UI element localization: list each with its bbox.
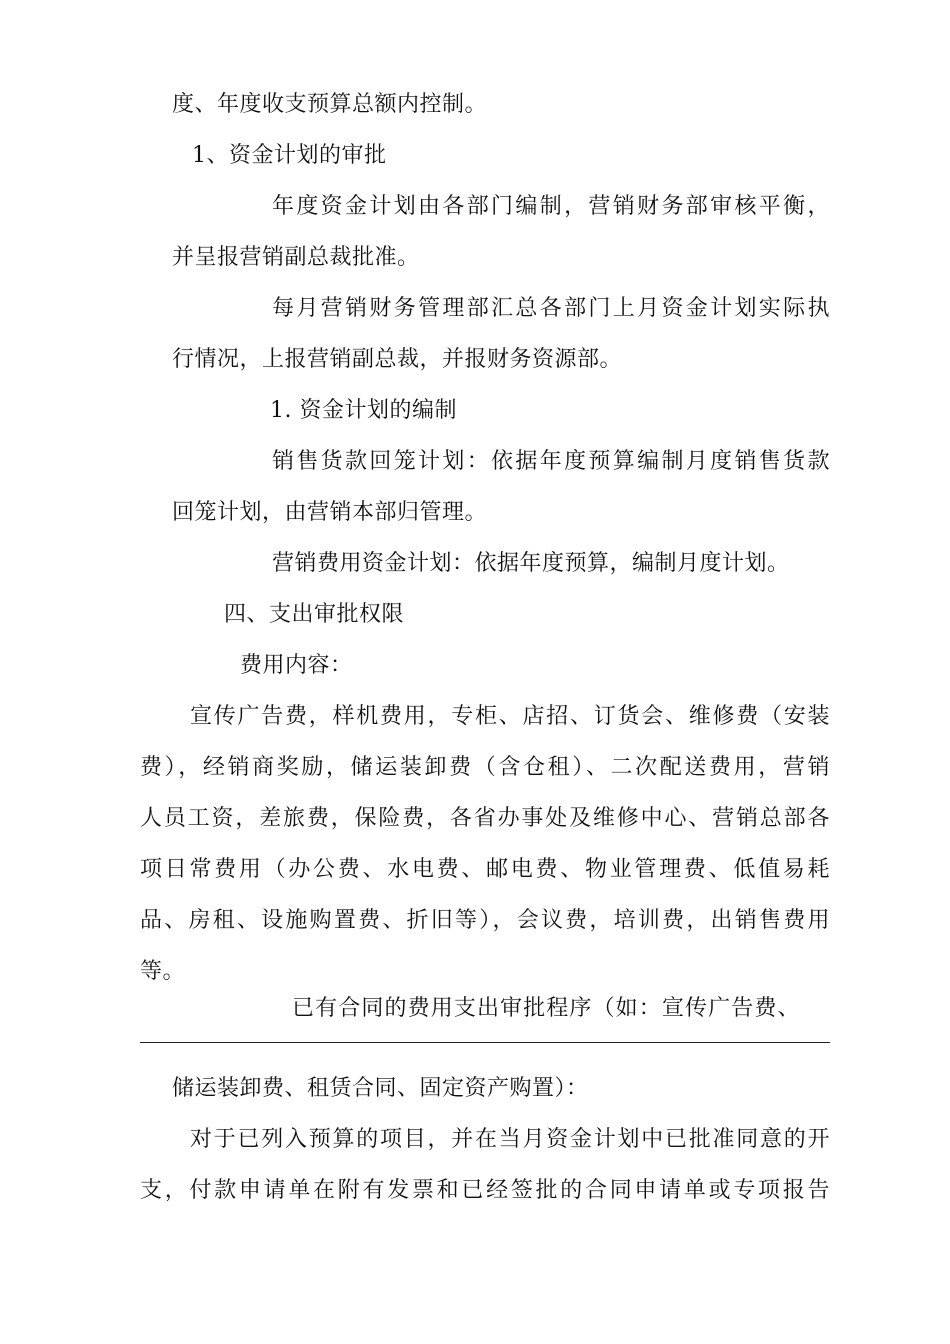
text-line-16: 项日常费用（办公费、水电费、邮电费、物业管理费、低值易耗 bbox=[140, 857, 830, 882]
horizontal-rule bbox=[140, 1042, 830, 1043]
section-heading-plan-approval: 1、资金计划的审批 bbox=[192, 143, 387, 168]
text-line-1: 度、年度收支预算总额内控制。 bbox=[172, 92, 488, 117]
text-line-3: 年度资金计划由各部门编制，营销财务部审核平衡， bbox=[272, 194, 830, 219]
text-line-8: 销售货款回笼计划：依据年度预算编制月度销售货款 bbox=[272, 449, 830, 474]
text-line-15: 人员工资，差旅费，保险费，各省办事处及维修中心、营销总部各 bbox=[140, 806, 830, 831]
text-line-9: 回笼计划，由营销本部归管理。 bbox=[172, 500, 488, 525]
text-line-6: 行情况，上报营销副总裁，并报财务资源部。 bbox=[172, 347, 623, 372]
text-line-5: 每月营销财务管理部汇总各部门上月资金计划实际执 bbox=[272, 296, 830, 321]
text-line-18: 等。 bbox=[140, 959, 186, 984]
text-line-10: 营销费用资金计划：依据年度预算，编制月度计划。 bbox=[272, 551, 790, 576]
text-line-19: 已有合同的费用支出审批程序（如：宣传广告费、 bbox=[292, 996, 800, 1021]
text-line-4: 并呈报营销副总裁批准。 bbox=[172, 245, 420, 270]
text-line-20: 储运装卸费、租赁合同、固定资产购置）： bbox=[172, 1076, 589, 1101]
section-heading-plan-preparation: 1. 资金计划的编制 bbox=[270, 398, 457, 423]
text-line-13: 宣传广告费，样机费用，专柜、店招、订货会、维修费（安装 bbox=[190, 704, 830, 729]
text-line-22: 支，付款申请单在附有发票和已经签批的合同申请单或专项报告 bbox=[140, 1178, 830, 1203]
text-line-17: 品、房租、设施购置费、折旧等），会议费，培训费，出销售费用 bbox=[140, 908, 830, 933]
section-heading-approval-authority: 四、支出审批权限 bbox=[224, 602, 405, 627]
text-line-12: 费用内容： bbox=[240, 653, 353, 678]
text-line-21: 对于已列入预算的项目，并在当月资金计划中已批准同意的开 bbox=[190, 1127, 830, 1152]
text-line-14: 费），经销商奖励，储运装卸费（含仓租）、二次配送费用，营销 bbox=[140, 755, 830, 780]
